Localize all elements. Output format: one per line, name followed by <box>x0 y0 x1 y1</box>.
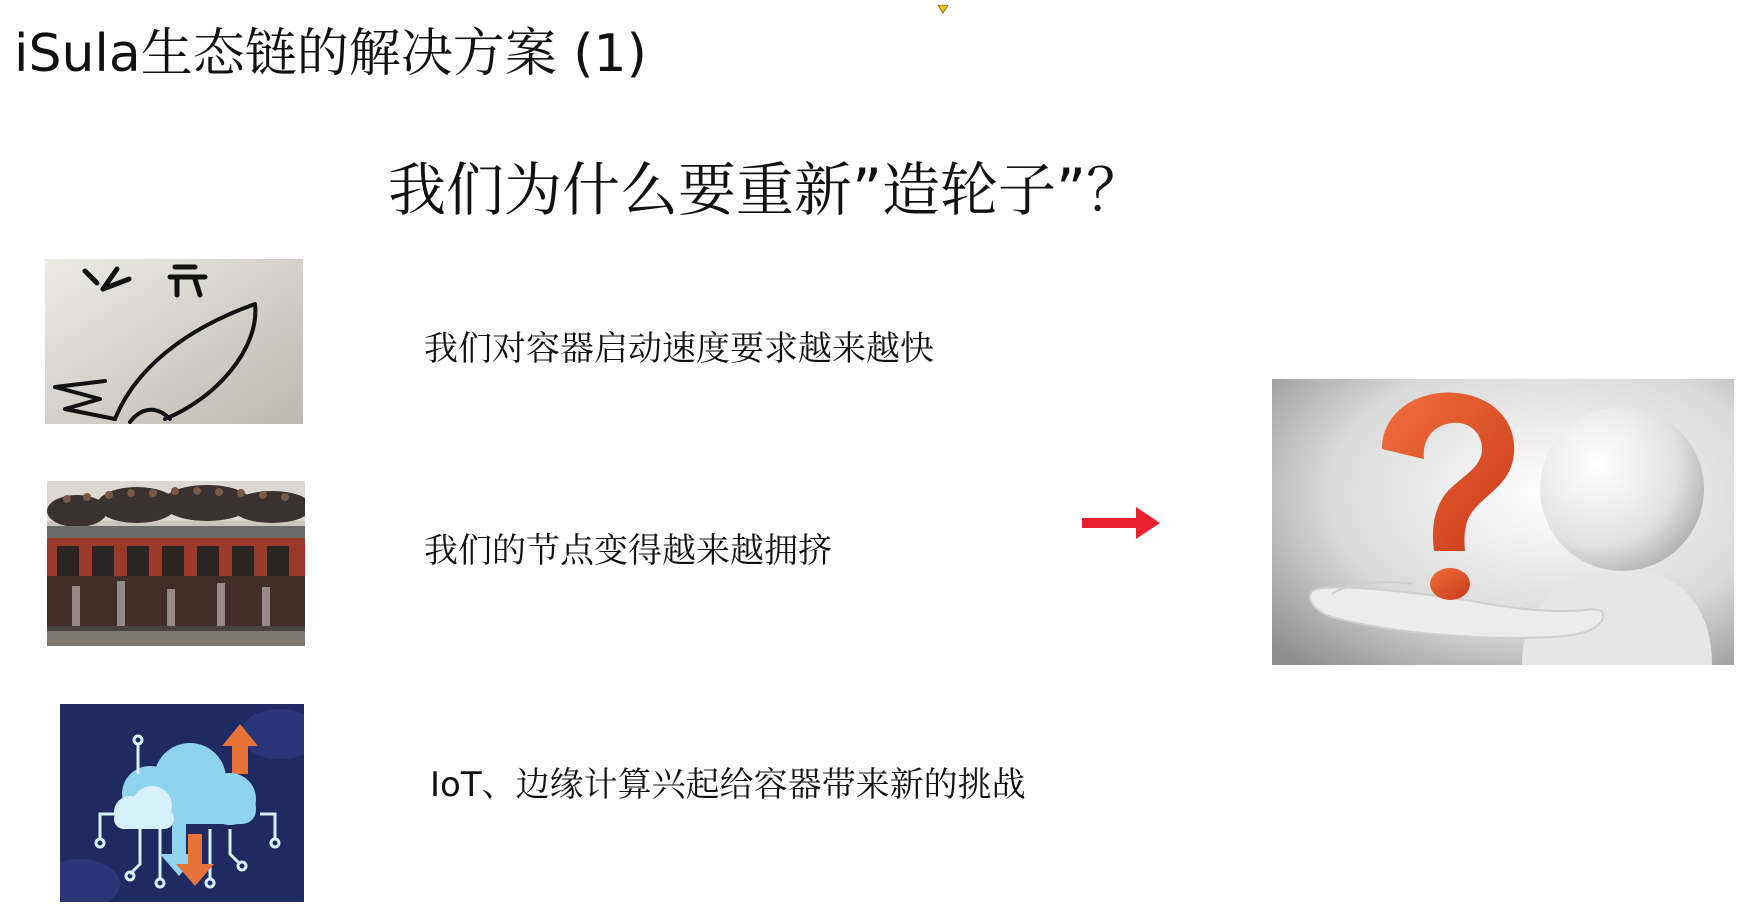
cloud-computing-icon <box>60 704 304 902</box>
item-text-startup-speed: 我们对容器启动速度要求越来越快 <box>424 329 934 369</box>
rocket-caption: 火 箭 <box>90 293 93 294</box>
rocket-sketch-icon <box>45 259 303 424</box>
item-text-crowded-nodes: 我们的节点变得越来越拥挤 <box>424 531 832 571</box>
cloud-computing-image <box>60 704 304 902</box>
mouse-cursor-icon <box>936 0 950 19</box>
crowded-train-icon <box>47 481 305 646</box>
question-mark-figure-icon <box>1272 379 1734 665</box>
crowded-train-image <box>47 481 305 646</box>
rocket-sketch-image <box>45 259 303 424</box>
slide-subtitle: 我们为什么要重新”造轮子”？ <box>388 156 1145 224</box>
right-arrow-icon <box>1082 505 1162 545</box>
item-text-iot-edge: IoT、边缘计算兴起给容器带来新的挑战 <box>430 765 1026 805</box>
slide-title: iSula生态链的解决方案 (1) <box>14 24 647 84</box>
question-mark-figure-image <box>1272 379 1734 665</box>
